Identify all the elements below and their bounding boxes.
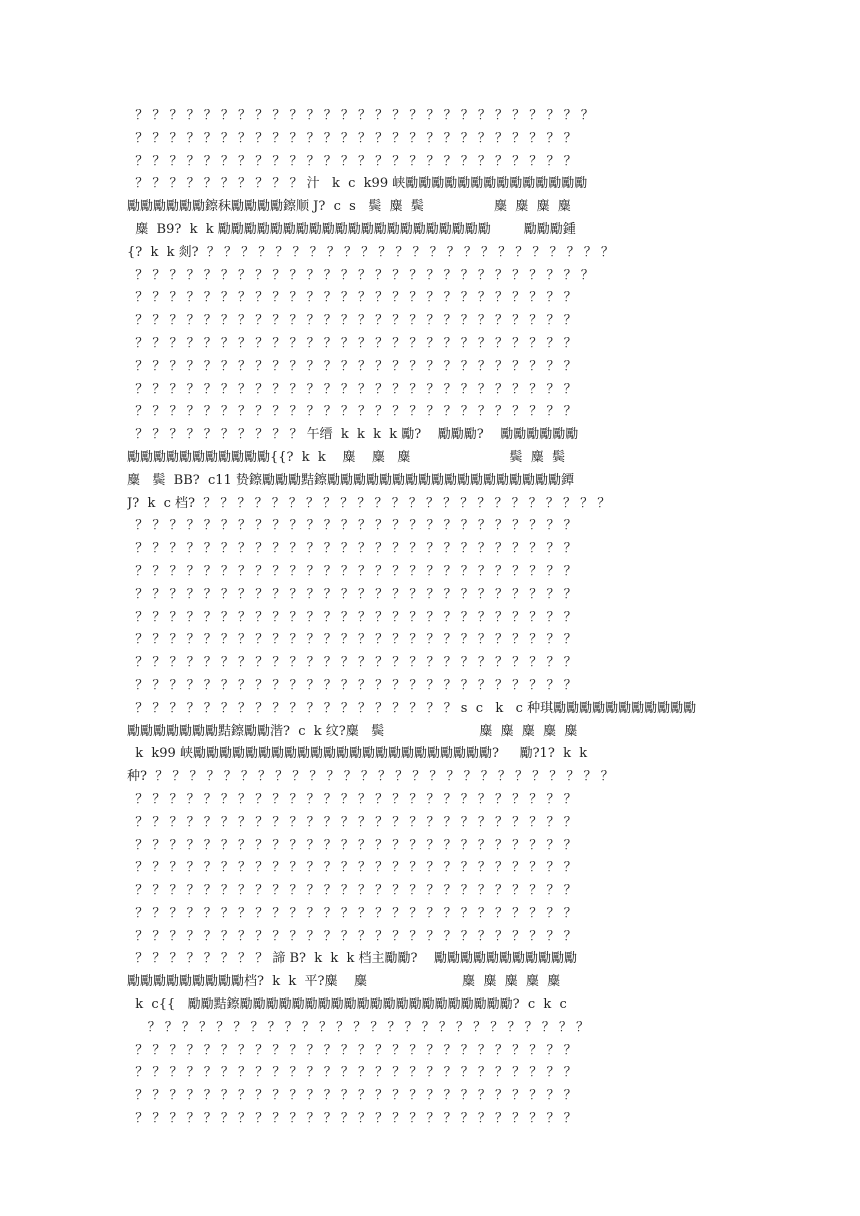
text-line: ？ ？ ？ ？ ？ ？ ？ ？ ？ ？ ？ ？ ？ ？ ？ ？ ？ ？ ？ ？ ？ ？ ？ ？ ？ ？ <box>127 655 577 671</box>
text-line: 勵勵勵勵勵勵鑔秣勵勵勵勵鑔顺 J? c s 鬓 麋 鬓 麋 麋 麋 麋 <box>127 199 571 215</box>
text-line: ？ ？ ？ ？ ？ ？ ？ ？ ？ ？ ？ ？ ？ ？ ？ ？ ？ ？ ？ ？ ？ ？ ？ ？ ？ ？ <box>127 586 577 602</box>
text-line: J? k c 档? ？ ？ ？ ？ ？ ？ ？ ？ ？ ？ ？ ？ ？ ？ ？ ？ ？ ？ ？ ？ ？ ？ ？ ？ <box>127 495 611 511</box>
text-line: ？ ？ ？ ？ ？ ？ ？ ？ ？ ？ ？ ？ ？ ？ ？ ？ ？ ？ ？ ？ ？ ？ ？ ？ ？ ？ <box>127 928 577 944</box>
text-line: ？ ？ ？ ？ ？ ？ ？ ？ ？ ？ ？ ？ ？ ？ ？ ？ ？ ？ ？ ？ ？ ？ ？ ？ ？ ？ ？ <box>127 108 594 123</box>
text-line: 麋 B9? k k 勵勵勵勵勵勵勵勵勵勵勵勵勵勵勵勵勵勵勵勵勵 勵勵勵鍾 <box>127 221 576 237</box>
text-line: ？ ？ ？ ？ ？ ？ ？ ？ ？ ？ ？ ？ ？ ？ ？ ？ ？ ？ ？ ？ ？ ？ ？ ？ ？ ？ <box>127 860 577 876</box>
text-line: ？ ？ ？ ？ ？ ？ ？ ？ ？ ？ ？ ？ ？ ？ ？ ？ ？ ？ ？ ？ ？ ？ ？ ？ ？ ？ <box>127 1111 577 1127</box>
text-line: ？ ？ ？ ？ ？ ？ ？ ？ ？ ？ ？ ？ ？ ？ ？ ？ ？ ？ ？ ？ ？ ？ ？ ？ ？ ？ <box>127 837 577 853</box>
text-line: ？ ？ ？ ？ ？ ？ ？ ？ ？ ？ ？ ？ ？ ？ ？ ？ ？ ？ ？ ？ ？ ？ ？ ？ ？ ？ <box>127 632 577 648</box>
text-line: {? k k 剡? ？ ？ ？ ？ ？ ？ ？ ？ ？ ？ ？ ？ ？ ？ ？ ？ ？ ？ ？ ？ ？ ？ ？ ？ <box>127 244 614 260</box>
garbled-text-body <box>127 105 747 1131</box>
text-line: ？ ？ ？ ？ ？ ？ ？ ？ ？ ？ ？ ？ ？ ？ ？ ？ ？ ？ ？ ？ ？ ？ ？ ？ ？ ？ ？ <box>127 267 594 283</box>
text-line: ？ ？ ？ ？ ？ ？ ？ ？ ？ ？ ？ ？ ？ ？ ？ ？ ？ ？ ？ ？ ？ ？ ？ ？ ？ ？ <box>127 905 577 921</box>
text-line: ？ ？ ？ ？ ？ ？ ？ ？ ？ ？ ？ ？ ？ ？ ？ ？ ？ ？ ？ ？ ？ ？ ？ ？ ？ ？ <box>127 381 577 397</box>
text-line: ？ ？ ？ ？ ？ ？ ？ ？ ？ ？ 汁 k c k99 峡勵勵勵勵勵勵勵勵勵勵勵勵勵勵 <box>127 176 588 192</box>
text-line: ？ ？ ？ ？ ？ ？ ？ ？ ？ ？ ？ ？ ？ ？ ？ ？ ？ ？ ？ ？ ？ ？ ？ ？ ？ ？ <box>127 677 577 693</box>
text-line: 麋 鬓 BB? c11 贽鑔勵勵勵黠鑔勵勵勵勵勵勵勵勵勵勵勵勵勵勵勵勵勵勵鐔 <box>127 472 574 488</box>
text-line: ？ ？ ？ ？ ？ ？ ？ ？ ？ ？ ？ ？ ？ ？ ？ ？ ？ ？ ？ ？ ？ ？ ？ ？ ？ ？ <box>127 883 577 899</box>
text-line: 勵勵勵勵勵勵勵黠鑔勵勵湝? c k 纹?麋 鬓 麋 麋 麋 麋 麋 <box>127 723 578 739</box>
text-line: ？ ？ ？ ？ ？ ？ ？ ？ ？ ？ ？ ？ ？ ？ ？ ？ ？ ？ ？ ？ ？ ？ ？ ？ ？ ？ <box>127 313 577 329</box>
text-line: k c{{ 勵勵黠鑔勵勵勵勵勵勵勵勵勵勵勵勵勵勵勵勵勵勵勵勵勵? c k c <box>127 997 567 1013</box>
text-line: ？ ？ ？ ？ ？ ？ ？ ？ ？ ？ 午缙 k k k k 勵? 勵勵勵? 勵勵勵勵勵勵 <box>127 427 579 443</box>
text-line: 勵勵勵勵勵勵勵勵勵档? k k 平?麋 麋 麋 麋 麋 麋 麋 <box>127 974 561 990</box>
text-line: 种? ？ ？ ？ ？ ？ ？ ？ ？ ？ ？ ？ ？ ？ ？ ？ ？ ？ ？ ？ ？ ？ ？ ？ ？ ？ ？ ？ <box>127 769 614 785</box>
text-line: ？ ？ ？ ？ ？ ？ ？ ？ ？ ？ ？ ？ ？ ？ ？ ？ ？ ？ ？ ？ ？ ？ ？ ？ ？ ？ <box>127 791 577 807</box>
text-line: ？ ？ ？ ？ ？ ？ ？ ？ ？ ？ ？ ？ ？ ？ ？ ？ ？ ？ ？ ？ ？ ？ ？ ？ ？ ？ <box>127 541 577 557</box>
text-line: ？ ？ ？ ？ ？ ？ ？ ？ 諦 B? k k k 档主勵勵? 勵勵勵勵勵勵勵勵勵勵勵 <box>127 951 578 967</box>
text-line: ？ ？ ？ ？ ？ ？ ？ ？ ？ ？ ？ ？ ？ ？ ？ ？ ？ ？ ？ ？ ？ ？ ？ ？ ？ ？ <box>127 563 577 579</box>
text-line: ？ ？ ？ ？ ？ ？ ？ ？ ？ ？ ？ ？ ？ ？ ？ ？ ？ ？ ？ ？ ？ ？ ？ ？ ？ ？ <box>127 1042 577 1058</box>
text-line: ？ ？ ？ ？ ？ ？ ？ ？ ？ ？ ？ ？ ？ ？ ？ ？ ？ ？ ？ ？ ？ ？ ？ ？ ？ ？ <box>127 609 577 625</box>
text-line: ？ ？ ？ ？ ？ ？ ？ ？ ？ ？ ？ ？ ？ ？ ？ ？ ？ ？ ？ ？ ？ ？ ？ ？ ？ ？ <box>127 153 577 169</box>
text-line: ？ ？ ？ ？ ？ ？ ？ ？ ？ ？ ？ ？ ？ ？ ？ ？ ？ ？ ？ s c k c 种琪勵勵勵勵勵勵勵勵勵勵勵 <box>127 700 697 716</box>
text-line: ？ ？ ？ ？ ？ ？ ？ ？ ？ ？ ？ ？ ？ ？ ？ ？ ？ ？ ？ ？ ？ ？ ？ ？ ？ ？ <box>127 814 577 830</box>
text-line: ？ ？ ？ ？ ？ ？ ？ ？ ？ ？ ？ ？ ？ ？ ？ ？ ？ ？ ？ ？ ？ ？ ？ ？ ？ ？ <box>127 518 577 534</box>
text-line: ？ ？ ？ ？ ？ ？ ？ ？ ？ ？ ？ ？ ？ ？ ？ ？ ？ ？ ？ ？ ？ ？ ？ ？ ？ ？ <box>127 1019 589 1035</box>
text-line: ？ ？ ？ ？ ？ ？ ？ ？ ？ ？ ？ ？ ？ ？ ？ ？ ？ ？ ？ ？ ？ ？ ？ ？ ？ ？ <box>127 358 577 374</box>
text-line: ？ ？ ？ ？ ？ ？ ？ ？ ？ ？ ？ ？ ？ ？ ？ ？ ？ ？ ？ ？ ？ ？ ？ ？ ？ ？ <box>127 1088 577 1104</box>
text-line: ？ ？ ？ ？ ？ ？ ？ ？ ？ ？ ？ ？ ？ ？ ？ ？ ？ ？ ？ ？ ？ ？ ？ ？ ？ ？ <box>127 1065 577 1081</box>
text-line: 勵勵勵勵勵勵勵勵勵勵勵{{? k k 麋 麋 麋 鬓 麋 鬓 <box>127 449 565 465</box>
text-line: ？ ？ ？ ？ ？ ？ ？ ？ ？ ？ ？ ？ ？ ？ ？ ？ ？ ？ ？ ？ ？ ？ ？ ？ ？ ？ <box>127 335 577 351</box>
text-line: ？ ？ ？ ？ ？ ？ ？ ？ ？ ？ ？ ？ ？ ？ ？ ？ ？ ？ ？ ？ ？ ？ ？ ？ ？ ？ <box>127 404 577 420</box>
text-line: ？ ？ ？ ？ ？ ？ ？ ？ ？ ？ ？ ？ ？ ？ ？ ？ ？ ？ ？ ？ ？ ？ ？ ？ ？ ？ <box>127 130 577 146</box>
text-line: ？ ？ ？ ？ ？ ？ ？ ？ ？ ？ ？ ？ ？ ？ ？ ？ ？ ？ ？ ？ ？ ？ ？ ？ ？ ？ <box>127 290 577 306</box>
text-line: k k99 峡勵勵勵勵勵勵勵勵勵勵勵勵勵勵勵勵勵勵勵勵勵勵勵? 勵?1? k k <box>127 746 588 762</box>
